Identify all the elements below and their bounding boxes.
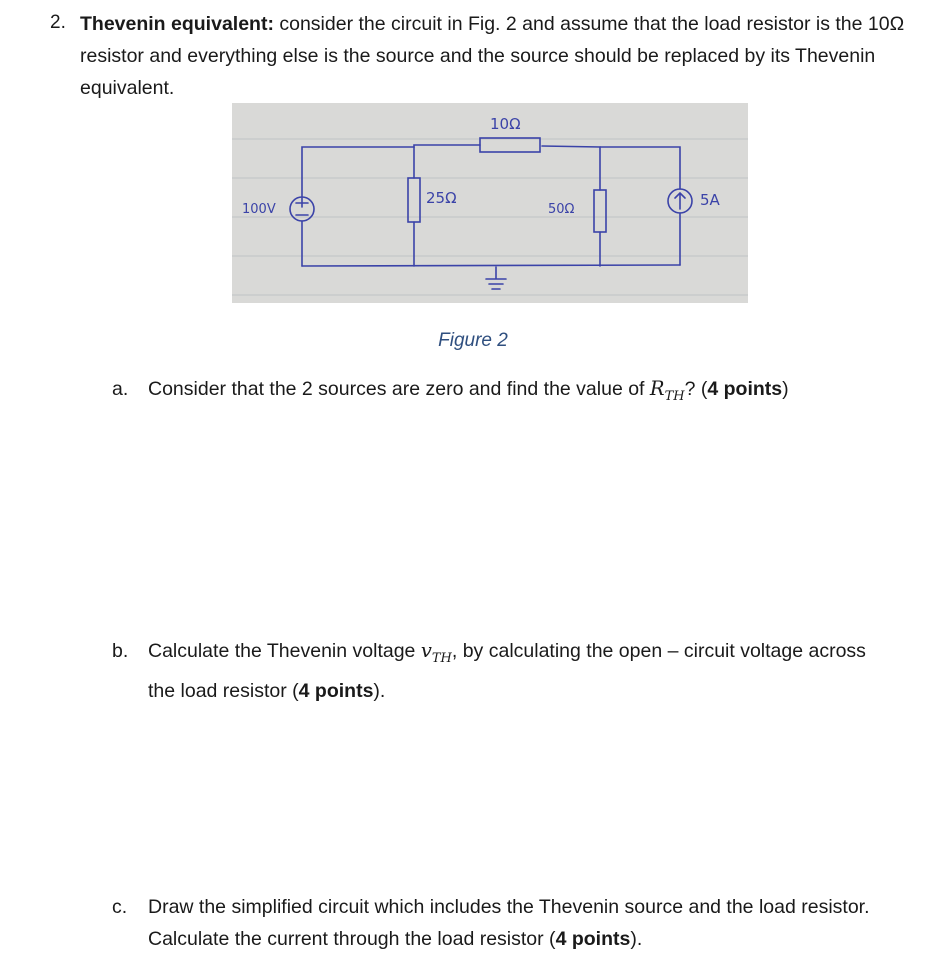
part-a-points: 4 points xyxy=(707,378,783,400)
part-b-label: b. xyxy=(112,640,129,662)
resistor-10-ohm xyxy=(480,138,540,152)
circuit-figure xyxy=(232,103,748,303)
ruled-lines xyxy=(232,139,748,295)
question-intro: consider the circuit in Fig. 2 and assume that the load resistor is the 10Ω resistor and everything else is the source and the source should be replaced by its Thevenin equivalent. xyxy=(80,13,905,99)
part-a-label: a. xyxy=(112,378,129,400)
label-25-ohm: 25Ω xyxy=(426,189,457,207)
part-a-text: Consider that the 2 sources are zero and find the value of $R_{TH}$? (4 points) xyxy=(148,377,789,404)
part-c-points: 4 points xyxy=(555,928,631,950)
label-50-ohm: 50Ω xyxy=(548,202,575,217)
question-text xyxy=(80,8,910,104)
part-b-points: 4 points xyxy=(298,679,374,702)
label-100v: 100V xyxy=(242,202,276,217)
rth-symbol: $R_{TH}$ xyxy=(649,377,685,404)
part-b xyxy=(112,635,888,707)
resistor-50-ohm xyxy=(594,190,606,232)
question-number: 2. xyxy=(50,12,66,33)
part-c-text: Draw the simplified circuit which includes the Thevenin source and the load resistor. Calculate the current through the load resistor (4 points). xyxy=(148,896,870,950)
ground-symbol xyxy=(486,267,506,289)
wire-bottom xyxy=(302,265,680,266)
part-b-text: Calculate the Thevenin voltage $v_{TH}$, by calculating the open – circuit voltage across the load resistor (4 points). xyxy=(148,639,866,702)
part-c xyxy=(112,891,888,955)
vth-symbol: $v_{TH}$ xyxy=(420,639,452,666)
part-c-label: c. xyxy=(112,896,128,918)
question-title: Thevenin equivalent: xyxy=(80,13,274,35)
label-5a: 5A xyxy=(700,191,720,209)
circuit-diagram xyxy=(232,103,748,303)
wire-top-right xyxy=(542,146,600,190)
label-10-ohm: 10Ω xyxy=(490,115,521,133)
part-a xyxy=(112,373,888,413)
figure-caption: Figure 2 xyxy=(438,330,508,351)
wire-top-far-right xyxy=(600,147,680,189)
resistor-25-ohm xyxy=(408,178,420,222)
